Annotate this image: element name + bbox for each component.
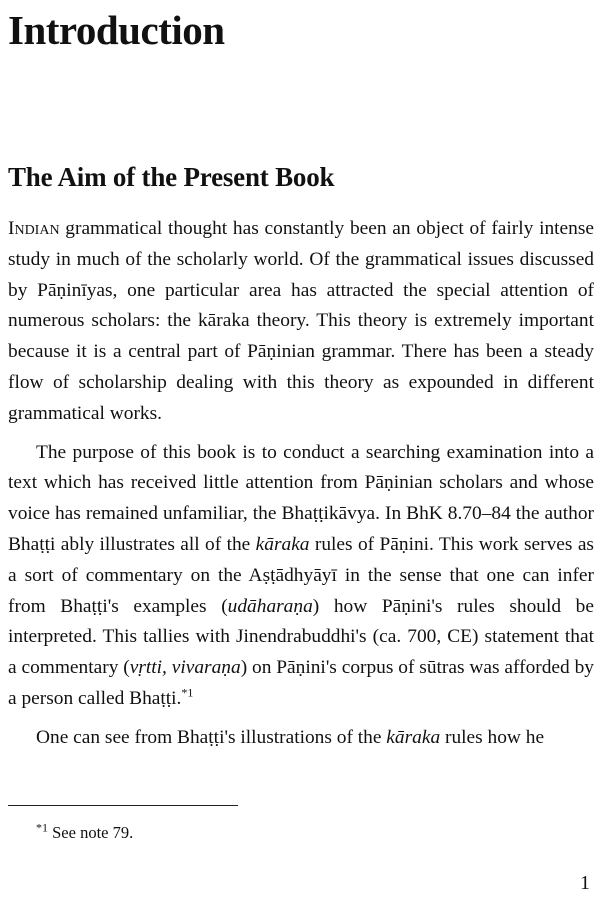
paragraph-1-text: grammatical thought has constantly been an object of fairly intense study in much of the scholarly world. Of the grammatical issues discussed by Pāṇinīyas, one particular area has attracted the special attention of numerous scholars: the kāraka theory. This theory is extremely important because it is a central part of Pāṇinian grammar. There has been a steady flow of scholarship dealing with this theory as expounded in different grammatical works. (8, 218, 594, 424)
paragraph-2-text-c: ) how Pāṇini's rules should be interpreted. This tallies with Jinendrabuddhi's (ca. 700, CE) statement that a commentary ( (8, 595, 594, 679)
paragraph-3-text-b: rules how he (440, 726, 545, 748)
paragraph-2-text-a: The purpose of this book is to conduct a searching examination into a text which has received little attention from Pāṇinian scholars and whose voice has remained unfamiliar, the Bhaṭṭikāvya. In BhK 8.70–84 the author Bhaṭṭi ably illustrates all of the (8, 441, 594, 555)
paragraph-3-text-a: One can see from Bhaṭṭi's illustrations of the (36, 726, 387, 748)
footnote-text: See note 79. (48, 823, 134, 842)
paragraph-1 (8, 214, 594, 430)
paragraph-2-text-b: rules of Pāṇini. This work serves as a sort of commentary on the Aṣṭādhyāyī in the sense that one can infer from Bhaṭṭi's examples ( (8, 533, 594, 617)
paragraph-2-italic-karaka: kāraka (255, 533, 310, 555)
page-number: 1 (580, 872, 590, 894)
footnote-marker: *1 (36, 820, 48, 835)
paragraph-2-text-d: ) on Pāṇini's corpus of sūtras was afforded by a person called Bhaṭṭi. (8, 657, 594, 709)
footnote-divider (8, 805, 238, 806)
paragraph-3 (8, 723, 594, 754)
section-heading: The Aim of the Present Book (8, 162, 335, 192)
paragraph-2-italic-vrtti: vṛtti, vivaraṇa (129, 657, 241, 679)
body-text (8, 214, 594, 754)
footnote (36, 822, 133, 844)
paragraph-2 (8, 438, 594, 715)
paragraph-3-italic-karaka: kāraka (386, 726, 441, 748)
paragraph-1-lead: Indian (8, 218, 60, 239)
paragraph-2-italic-udaharana: udāharaṇa (227, 595, 313, 617)
chapter-title: Introduction (8, 7, 225, 53)
footnote-reference[interactable]: *1 (181, 685, 194, 700)
